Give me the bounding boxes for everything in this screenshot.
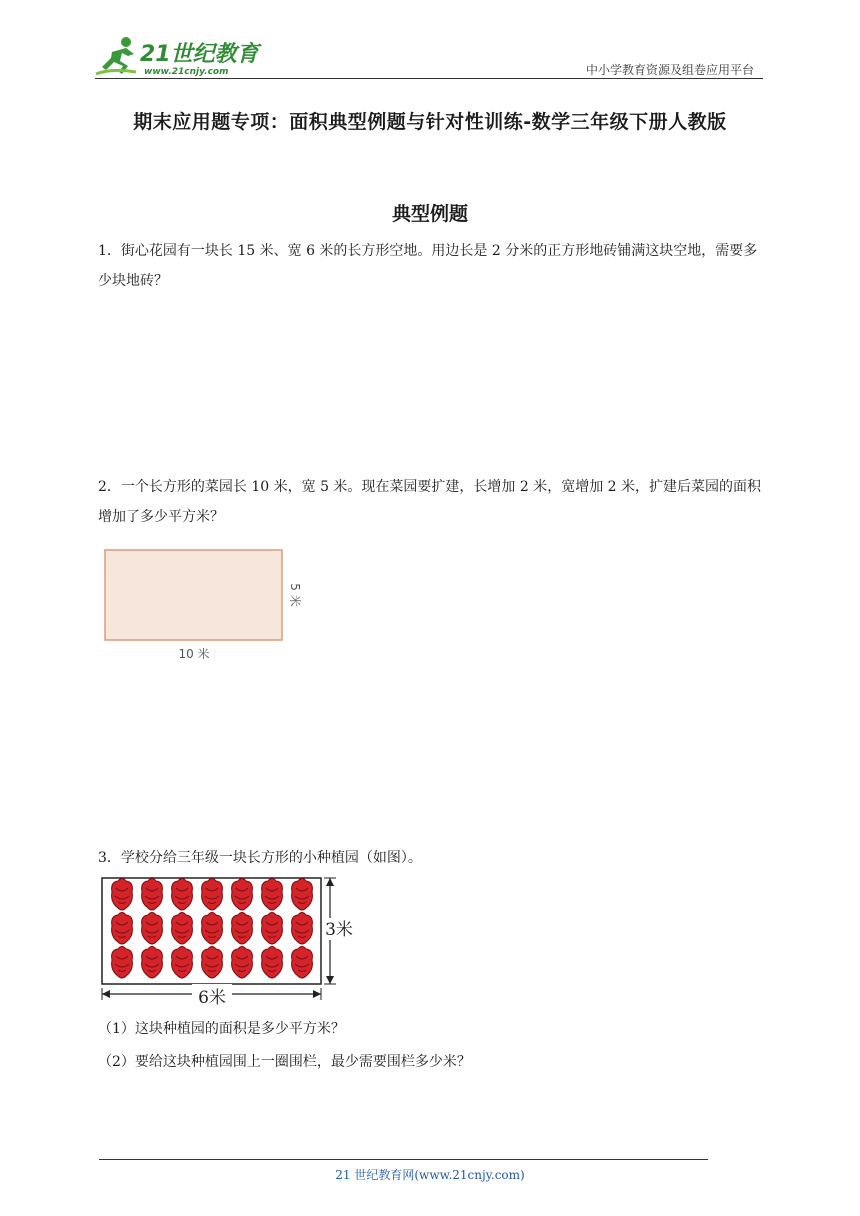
flower-icon <box>202 913 223 945</box>
question-2: 2．一个长方形的菜园长 10 米，宽 5 米。现在菜园要扩建，长增加 2 米，宽增加 2 米，扩建后菜园的面积增加了多少平方米？ <box>98 479 762 525</box>
footer-divider <box>99 1159 708 1160</box>
flower-icon <box>202 947 223 979</box>
runner-icon <box>96 37 136 74</box>
width-label: 6米 <box>198 988 226 1008</box>
flower-icon <box>172 947 193 979</box>
section-title: 典型例题 <box>391 203 468 225</box>
flower-icon <box>142 879 163 911</box>
width-label: 10 米 <box>178 647 210 661</box>
flower-icon <box>262 879 283 911</box>
flower-icon <box>292 947 313 979</box>
flower-icon <box>112 879 133 911</box>
flower-icon <box>202 879 223 911</box>
question-3: 3．学校分给三年级一块长方形的小种植园（如图）。 <box>98 850 422 866</box>
flower-icon <box>262 913 283 945</box>
flower-icon <box>172 879 193 911</box>
flower-icon <box>232 879 253 911</box>
flower-icon <box>232 913 253 945</box>
question-1: 1．街心花园有一块长 15 米、宽 6 米的长方形空地。用边长是 2 分米的正方形地砖铺满这块空地，需要多少块地砖？ <box>98 243 758 289</box>
garden-rectangle-figure <box>98 545 313 665</box>
flower-grid <box>112 879 313 979</box>
header-platform-text: 中小学教育资源及组卷应用平台 <box>585 63 754 77</box>
planting-garden-figure <box>96 872 358 1008</box>
flower-icon <box>292 913 313 945</box>
height-label: 3米 <box>325 920 353 940</box>
flower-icon <box>142 947 163 979</box>
logo-url: www.21cnjy.com <box>144 67 229 77</box>
question-3-part-1: （1）这块种植园的面积是多少平方米？ <box>98 1021 345 1037</box>
flower-icon <box>112 947 133 979</box>
flower-icon <box>232 947 253 979</box>
footer-text: 21 世纪教育网(www.21cnjy.com) <box>335 1168 525 1182</box>
flower-icon <box>112 913 133 945</box>
flower-icon <box>172 913 193 945</box>
question-3-part-2: （2）要给这块种植园围上一圈围栏，最少需要围栏多少米？ <box>98 1054 471 1070</box>
flower-icon <box>142 913 163 945</box>
header-divider <box>95 78 763 79</box>
logo <box>92 34 262 80</box>
logo-text: 21世纪教育 <box>140 42 259 67</box>
height-label: 5 米 <box>288 583 302 607</box>
garden-rectangle <box>105 550 282 640</box>
document-title: 期末应用题专项：面积典型例题与针对性训练-数学三年级下册人教版 <box>133 111 727 133</box>
flower-icon <box>292 879 313 911</box>
flower-icon <box>262 947 283 979</box>
